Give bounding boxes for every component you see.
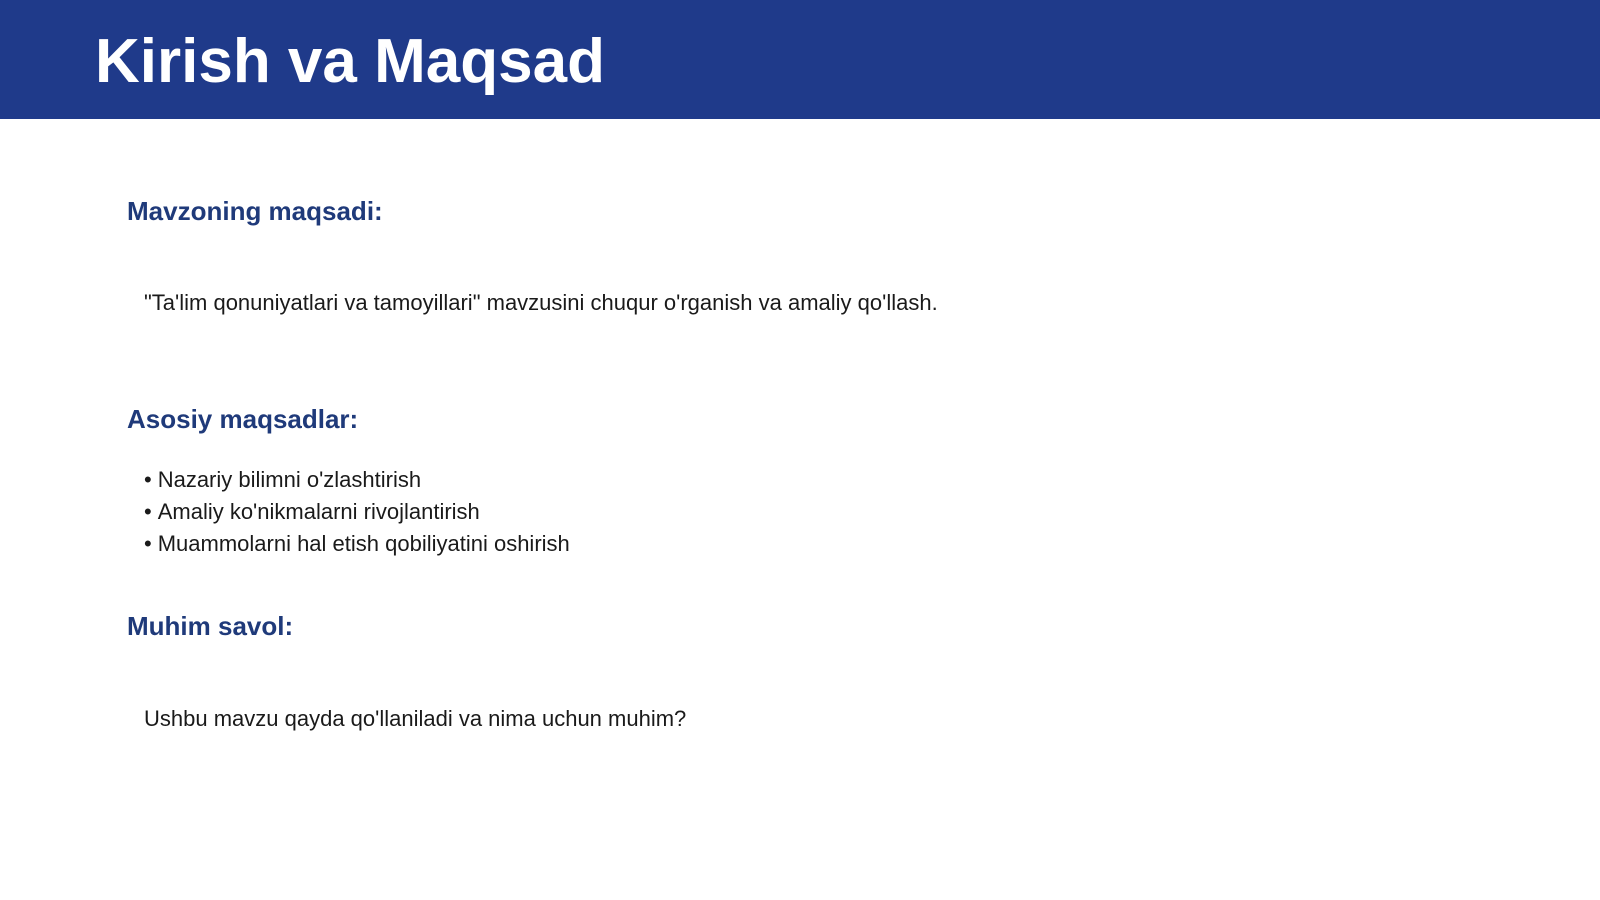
- slide-title: Kirish va Maqsad: [95, 27, 605, 96]
- goal-item: [144, 528, 570, 560]
- goals-heading: Asosiy maqsadlar:: [127, 404, 359, 434]
- bullet-icon: •: [144, 467, 152, 492]
- purpose-text: "Ta'lim qonuniyatlari va tamoyillari" mavzusini chuqur o'rganish va amaliy qo'llash.: [144, 290, 938, 315]
- goal-item-label: Muammolarni hal etish qobiliyatini oshirish: [157, 531, 570, 556]
- question-heading: Muhim savol:: [127, 611, 294, 641]
- bullet-icon: •: [144, 499, 152, 524]
- goal-item-label: Nazariy bilimni o'zlashtirish: [157, 467, 422, 492]
- bullet-icon: •: [144, 531, 152, 556]
- purpose-heading: Mavzoning maqsadi:: [127, 196, 383, 226]
- goal-item: [144, 496, 570, 528]
- header-bar: [0, 0, 1600, 119]
- goal-item: [144, 464, 570, 496]
- goal-item-label: Amaliy ko'nikmalarni rivojlantirish: [157, 499, 480, 524]
- question-text: Ushbu mavzu qayda qo'llaniladi va nima uchun muhim?: [144, 706, 687, 731]
- goals-list: [144, 464, 570, 560]
